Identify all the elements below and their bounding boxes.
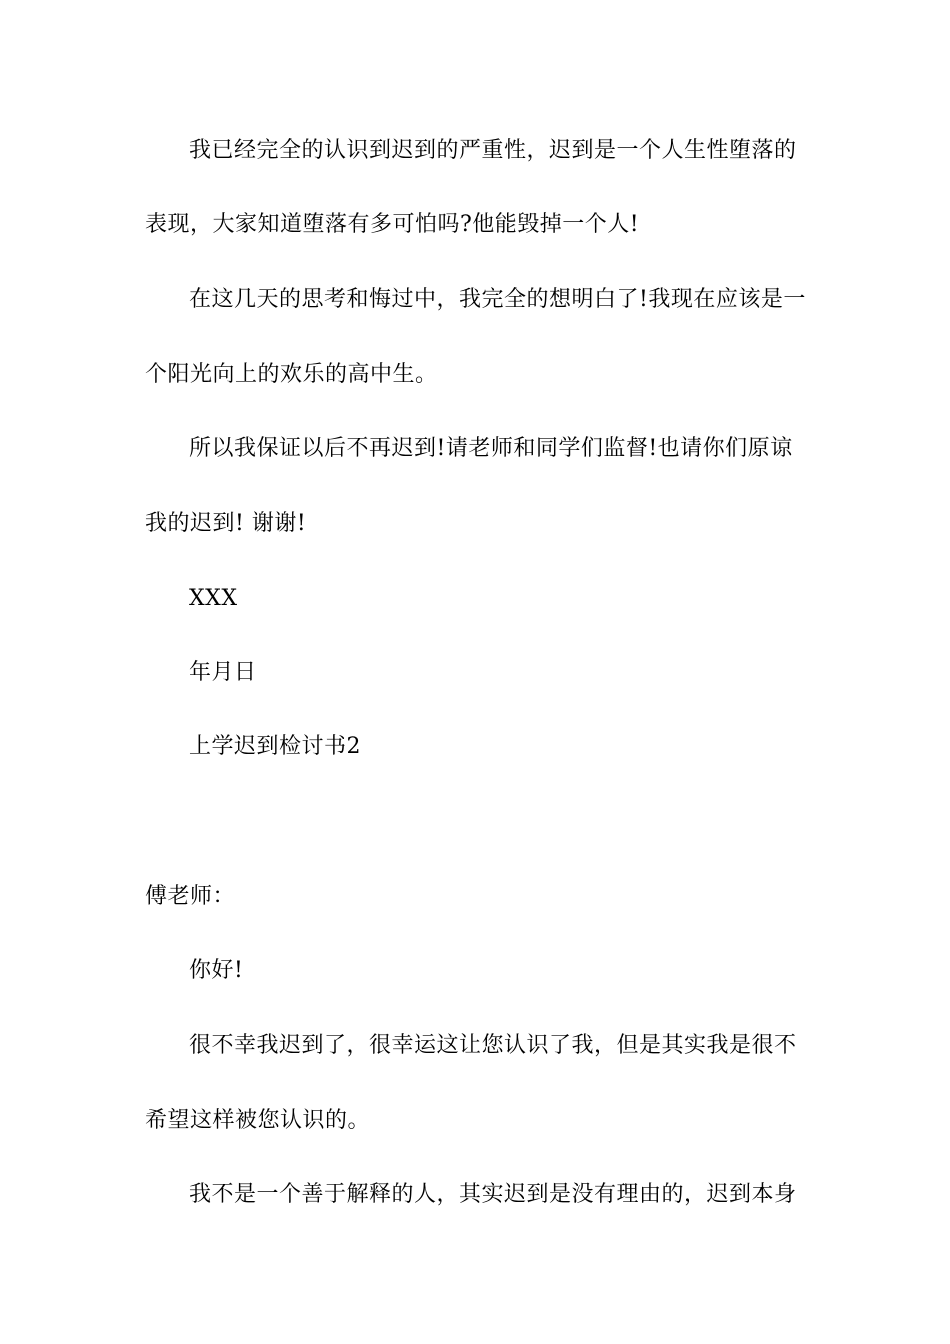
signature-date: 年月日 [189,660,257,685]
paragraph-line: 我已经完全的认识到迟到的严重性，迟到是一个人生性堕落的 [189,138,797,163]
signature-name: XXX [189,586,238,611]
paragraph-line: 希望这样被您认识的。 [145,1108,371,1133]
paragraph-line: 个阳光向上的欢乐的高中生。 [145,362,438,387]
salutation: 傅老师： [145,884,236,909]
paragraph-line: 在这几天的思考和悔过中，我完全的想明白了!我现在应该是一 [189,287,806,312]
section-title: 上学迟到检讨书2 [189,734,361,759]
paragraph-line: 所以我保证以后不再迟到!请老师和同学们监督!也请你们原谅 [189,436,793,461]
paragraph-line: 很不幸我迟到了，很幸运这让您认识了我，但是其实我是很不 [189,1033,797,1058]
greeting: 你好! [189,958,244,983]
paragraph-line: 表现，大家知道堕落有多可怕吗?他能毁掉一个人! [145,212,640,237]
paragraph-line: 我不是一个善于解释的人，其实迟到是没有理由的，迟到本身 [189,1182,797,1207]
paragraph-line: 我的迟到! 谢谢! [145,511,307,536]
